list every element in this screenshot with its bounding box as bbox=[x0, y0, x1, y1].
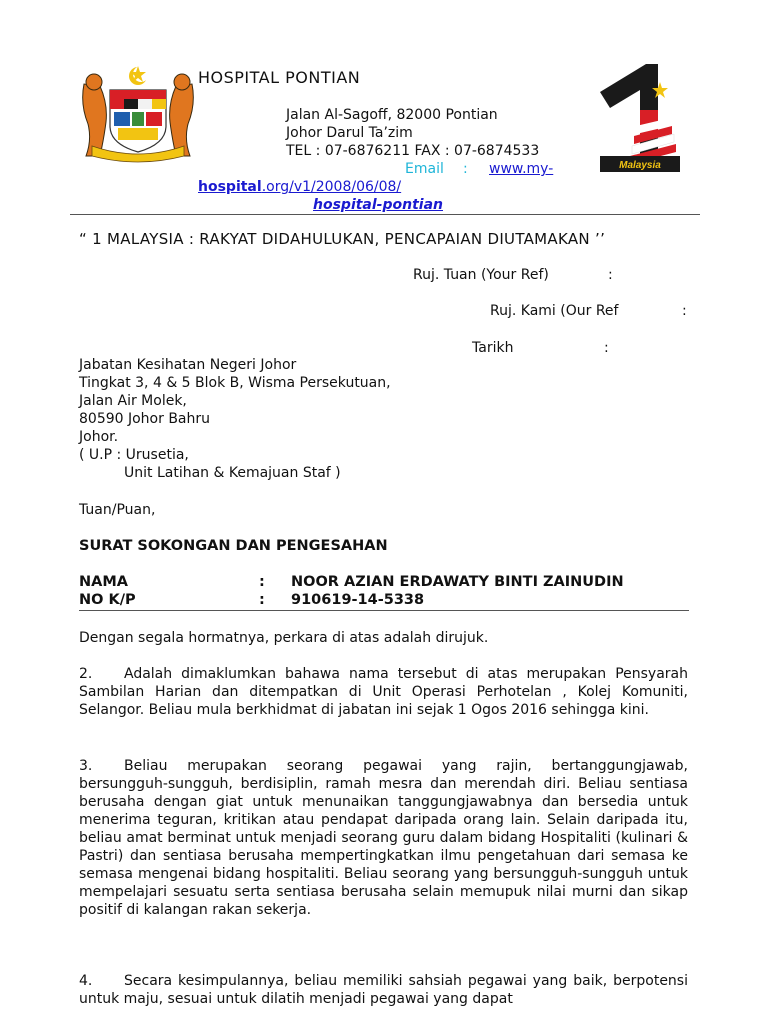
recipient-line-2: Tingkat 3, 4 & 5 Blok B, Wisma Persekutuan, bbox=[79, 375, 391, 391]
1malaysia-logo bbox=[594, 60, 684, 178]
paragraph-4-number: 4. bbox=[79, 973, 93, 989]
paragraph-3-number: 3. bbox=[79, 758, 93, 774]
paragraph-3 bbox=[79, 757, 688, 919]
ic-label: NO K/P bbox=[79, 592, 136, 608]
date-colon: : bbox=[604, 340, 609, 356]
recipient-line-6: ( U.P : Urusetia, bbox=[79, 447, 189, 463]
1malaysia-logo-text: Malaysia bbox=[619, 160, 661, 171]
recipient-line-5: Johor. bbox=[79, 429, 119, 445]
recipient-line-1: Jabatan Kesihatan Negeri Johor bbox=[79, 357, 297, 373]
address-line-2: Johor Darul Ta’zim bbox=[286, 125, 413, 141]
website-link-part1[interactable]: www.my- bbox=[489, 161, 554, 177]
hospital-name: HOSPITAL PONTIAN bbox=[198, 68, 361, 87]
slogan: “ 1 MALAYSIA : RAKYAT DIDAHULUKAN, PENCAPAIAN DIUTAMAKAN ’’ bbox=[79, 230, 606, 248]
paragraph-1: Dengan segala hormatnya, perkara di atas adalah dirujuk. bbox=[79, 630, 489, 646]
your-ref-colon: : bbox=[608, 267, 613, 283]
recipient-line-7: Unit Latihan & Kemajuan Staf ) bbox=[124, 465, 341, 481]
recipient-line-4: 80590 Johor Bahru bbox=[79, 411, 211, 427]
recipient-line-3: Jalan Air Molek, bbox=[79, 393, 187, 409]
salutation: Tuan/Puan, bbox=[79, 502, 156, 518]
website-link-last[interactable]: hospital-pontian bbox=[313, 197, 443, 213]
paragraph-4 bbox=[79, 972, 688, 1008]
details-divider bbox=[79, 610, 689, 611]
ic-colon: : bbox=[259, 592, 265, 608]
subject-heading: SURAT SOKONGAN DAN PENGESAHAN bbox=[79, 538, 388, 554]
our-ref-label: Ruj. Kami (Our Ref bbox=[490, 303, 619, 319]
address-line-1: Jalan Al-Sagoff, 82000 Pontian bbox=[286, 107, 498, 123]
coat-of-arms-logo bbox=[78, 64, 198, 164]
website-link-rest[interactable]: .org/v1/2008/06/08/ bbox=[261, 179, 402, 195]
paragraph-2-text: Adalah dimaklumkan bahawa nama tersebut di atas merupakan Pensyarah Sambilan Harian dan ditempatkan di Unit Operasi Perhotelan , Kolej Komuniti, Selangor. Beliau mula berkhidmat di jabatan ini sejak 1 Ogos 2016 sehingga kini. bbox=[79, 666, 688, 718]
website-link-line2[interactable] bbox=[198, 178, 401, 196]
our-ref-colon: : bbox=[682, 303, 687, 319]
email-label: Email bbox=[405, 161, 444, 177]
ic-value: 910619-14-5338 bbox=[291, 592, 425, 608]
website-link-bold[interactable]: hospital bbox=[198, 179, 262, 195]
date-label: Tarikh bbox=[472, 340, 514, 356]
paragraph-2-number: 2. bbox=[79, 666, 93, 682]
your-ref-label: Ruj. Tuan (Your Ref) bbox=[413, 267, 549, 283]
paragraph-4-text: Secara kesimpulannya, beliau memiliki sahsiah pegawai yang baik, berpotensi untuk maju, sesuai untuk dilatih menjadi pegawai yang dapat bbox=[79, 973, 688, 1007]
name-value: NOOR AZIAN ERDAWATY BINTI ZAINUDIN bbox=[291, 574, 624, 590]
paragraph-3-text: Beliau merupakan seorang pegawai yang rajin, bertanggungjawab, bersungguh-sungguh, berdisiplin, ramah mesra dan merendah diri. Beliau sentiasa berusaha dengan giat untuk menunaikan tanggungjawabnya dan bersedia untuk menerima teguran, kritikan atau pendapat daripada orang lain. Selain daripada itu, beliau amat berminat untuk menjadi seorang guru dalam bidang Hospitaliti (kulinari & Pastri) dan sentiasa berusaha mempertingkatkan ilmu pengetahuan dari semasa ke semasa mengenai bidang hospitaliti. Beliau seorang yang bersungguh-sungguh untuk mempelajari sesuatu serta sentiasa berusaha selain memupuk nilai murni dan sikap positif di kalangan rakan sekerja. bbox=[79, 758, 688, 918]
paragraph-2 bbox=[79, 665, 688, 719]
tel-fax: TEL : 07-6876211 FAX : 07-6874533 bbox=[286, 143, 540, 159]
header-divider bbox=[70, 214, 700, 215]
name-colon: : bbox=[259, 574, 265, 590]
name-label: NAMA bbox=[79, 574, 129, 590]
email-separator: : bbox=[463, 161, 468, 177]
